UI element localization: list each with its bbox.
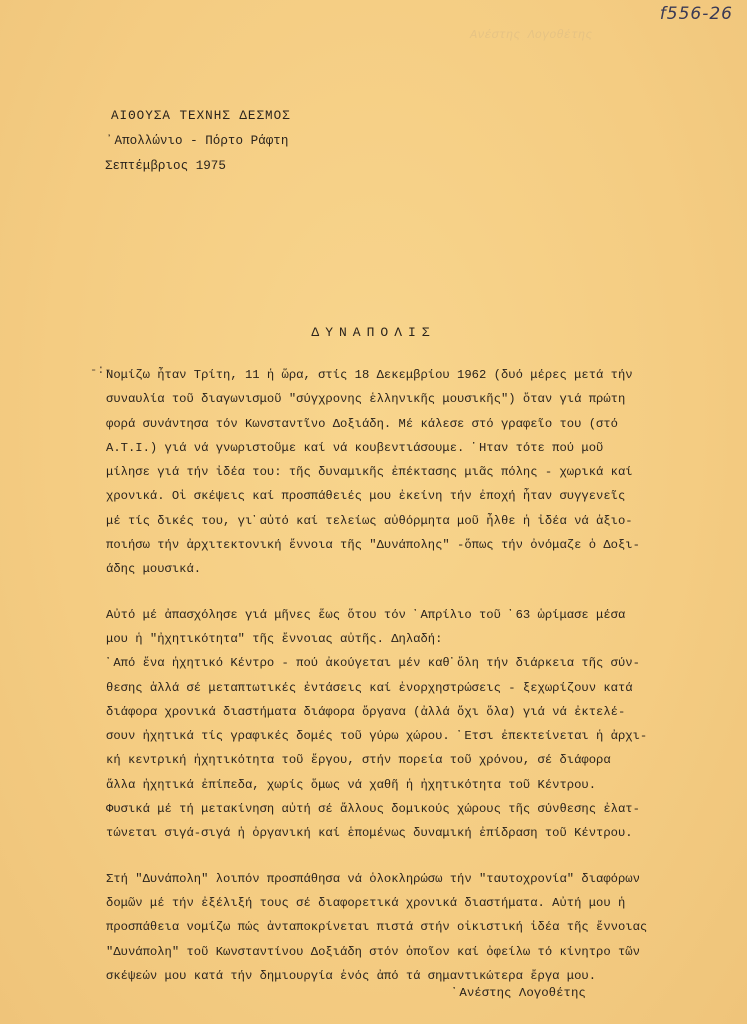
text-line: τώνεται σιγά-σιγά ἡ ὀργανική καί ἑπομένως δυναμική ἐπίδραση τοῦ Κέντρου. xyxy=(106,826,633,841)
text-line: φορά συνάντησα τόν Κωνσταντῖνο Δοξιάδη. Μέ κάλεσε στό γραφεῖο του (στό xyxy=(106,416,618,431)
body-text xyxy=(106,363,658,1009)
text-line: θεσης ἀλλά σέ μεταπτωτικές ἐντάσεις καί ἐνορχηστρώσεις - ξεχωρίζουν κατά xyxy=(106,680,633,695)
text-line: ἄλλα ἠχητικά ἐπίπεδα, χωρίς ὅμως νά χαθῆ ἡ ἠχητικότητα τοῦ Κέντρου. xyxy=(106,777,597,792)
text-line: σουν ἠχητικά τίς γραφικές δομές τοῦ γύρω χώρου. ᾽Ετσι ἐπεκτείνεται ἡ ἀρχι- xyxy=(106,729,648,744)
text-line: ποιήσω τήν ἀρχιτεκτονική ἔννοια τῆς "Δυνάπολης" -ὅπως τήν ὀνόμαζε ὁ Δοξι- xyxy=(106,538,640,553)
header-gallery-name: ΑΙΘΟΥΣΑ ΤΕΧΝΗΣ ΔΕΣΜΟΣ xyxy=(111,109,291,123)
header-location: ᾽Απολλώνιο - Πόρτο Ράφτη xyxy=(107,134,289,148)
text-line: δομῶν μέ τήν ἐξέλιξή τους σέ διαφορετικά χρονικά διαστήματα. Αὐτή μου ἡ xyxy=(106,895,626,910)
archive-reference: f556-26 xyxy=(659,4,733,24)
bleed-through-text: Ανέστης Λογοθέτης xyxy=(470,28,593,42)
paragraph xyxy=(106,363,658,582)
text-line: "Δυνάπολη" τοῦ Κωνσταντίνου Δοξιάδη στόν ὁποῖον καί ὀφείλω τό κίνητρο τῶν xyxy=(106,944,640,959)
text-line: συναυλία τοῦ διαγωνισμοῦ "σύγχρονης ἑλληνικῆς μουσικῆς") ὅταν γιά πρώτη xyxy=(106,392,626,407)
text-line: μου ἡ "ἠχητικότητα" τῆς ἔννοιας αὐτῆς. Δηλαδή: xyxy=(106,631,443,646)
text-line: Στή "Δυνάπολη" λοιπόν προσπάθησα νά ὁλοκληρώσω τήν "ταυτοχρονία" διαφόρων xyxy=(106,871,640,886)
paragraph xyxy=(106,867,658,988)
text-line: μίλησε γιά τήν ἰδέα του: τῆς δυναμικῆς ἐπέκτασης μιᾶς πόλης - χωρικά καί xyxy=(106,465,633,480)
text-line: Φυσικά μέ τή μετακίνηση αὐτή σέ ἄλλους δομικούς χώρους τῆς σύνθεσης ἐλατ- xyxy=(106,802,640,817)
text-line: σκέψεών μου κατά τήν δημιουργία ἑνός ἀπό τά σημαντικώτερα ἔργα μου. xyxy=(106,968,597,983)
text-line: Αὐτό μέ ἀπασχόλησε γιά μῆνες ἕως ὅτου τόν ᾽Απρίλιο τοῦ ᾽63 ὡρίμασε μέσα xyxy=(106,607,626,622)
text-line: διάφορα χρονικά διαστήματα διάφορα ὄργανα (ἀλλά ὄχι ὅλα) γιά νά ἐκτελέ- xyxy=(106,704,626,719)
letter-header xyxy=(105,104,291,179)
text-line: ᾽Από ἕνα ἠχητικό Κέντρο - πού ἀκούγεται μέν καθ᾽ὅλη τήν διάρκεια τῆς σύν- xyxy=(106,656,640,671)
margin-mark: -:- xyxy=(90,363,112,377)
text-line: μέ τίς δικές του, γι᾽αὐτό καί τελείως αὐθόρμητα μοῦ ἦλθε ἡ ἰδέα νά ἀξιο- xyxy=(106,513,633,528)
text-line: προσπάθεια νομίζω πώς ἀνταποκρίνεται πιστά στήν οἰκιστική ἰδέα τῆς ἔννοιας xyxy=(106,920,648,935)
paragraph xyxy=(106,603,658,846)
header-date: Σεπτέμβριος 1975 xyxy=(105,159,226,173)
document-title: ΔΥΝΑΠΟΛΙΣ xyxy=(311,325,436,340)
text-line: κή κεντρική ἠχητικότητα τοῦ ἔργου, στήν πορεία τοῦ χρόνου, σέ διάφορα xyxy=(106,753,611,768)
text-line: άδης μουσικά. xyxy=(106,562,202,577)
signature: ᾽Ανέστης Λογοθέτης xyxy=(452,986,586,1000)
text-line: Νομίζω ἦταν Τρίτη, 11 ἡ ὥρα, στίς 18 Δεκεμβρίου 1962 (δυό μέρες μετά τήν xyxy=(106,368,633,382)
text-line: χρονικά. Οἱ σκέψεις καί προσπάθειές μου ἐκείνη τήν ἐποχή ἦταν συγγενεῖς xyxy=(106,489,626,504)
text-line: Α.Τ.Ι.) γιά νά γνωριστοῦμε καί νά κουβεντιάσουμε. ᾽Ηταν τότε πού μοῦ xyxy=(106,440,604,455)
